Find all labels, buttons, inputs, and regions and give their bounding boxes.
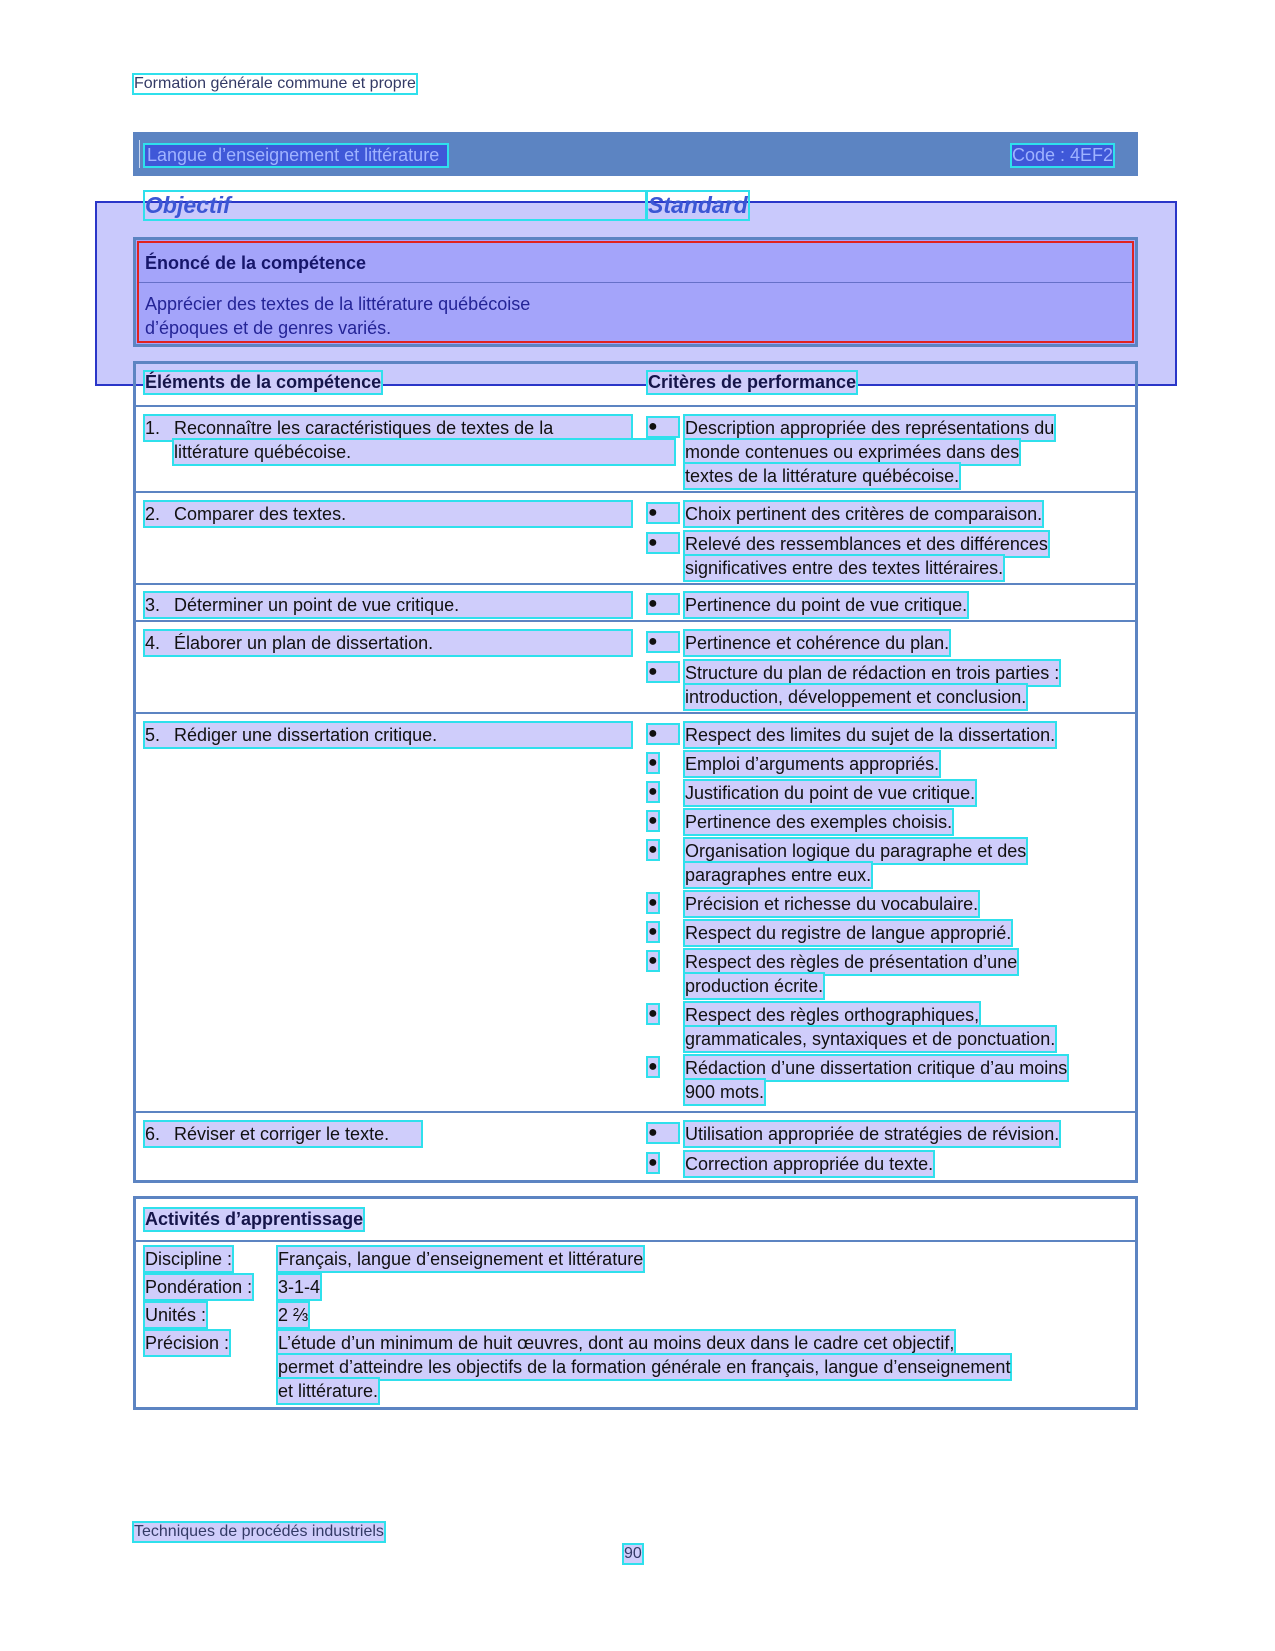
- criterion-text: Rédaction d’une dissertation critique d’au moins: [685, 1058, 1068, 1078]
- discipline-value: Français, langue d’enseignement et littérature: [278, 1249, 644, 1269]
- bullet-icon: ●: [648, 1124, 678, 1142]
- elements-heading: Éléments de la compétence: [145, 372, 382, 392]
- criterion-text: Pertinence et cohérence du plan.: [685, 633, 950, 653]
- criterion-text: Organisation logique du paragraphe et des: [685, 841, 1027, 861]
- precision-text: et littérature.: [278, 1381, 379, 1401]
- element-text: littérature québécoise.: [174, 440, 674, 464]
- element-number: 2.: [145, 502, 631, 526]
- activities-heading: Activités d’apprentissage: [145, 1209, 364, 1229]
- row-divider: [136, 620, 1135, 622]
- bullet-icon: ●: [648, 894, 658, 911]
- element-number: 4.: [145, 631, 631, 655]
- ponderation-value: 3-1-4: [278, 1277, 321, 1297]
- criterion-text: monde contenues ou exprimées dans des: [685, 442, 1020, 462]
- enonce-divider: [139, 282, 1132, 283]
- standard-label: Standard: [648, 192, 748, 218]
- element-text: Reconnaître les caractéristiques de textes de la: [174, 418, 554, 438]
- ponderation-label: Pondération :: [145, 1277, 253, 1297]
- element-text: Déterminer un point de vue critique.: [174, 595, 460, 615]
- element-number: 5.: [145, 723, 631, 747]
- precision-label: Précision :: [145, 1333, 230, 1353]
- criterion-text: significatives entre des textes littéraires.: [685, 558, 1004, 578]
- element-text: Élaborer un plan de dissertation.: [174, 633, 434, 653]
- element-number: 3.: [145, 593, 631, 617]
- criterion-text: Pertinence du point de vue critique.: [685, 595, 968, 615]
- criterion-text: Choix pertinent des critères de comparaison.: [685, 504, 1043, 524]
- page-number: 90: [624, 1545, 642, 1562]
- element-text: Rédiger une dissertation critique.: [174, 725, 438, 745]
- criterion-text: Structure du plan de rédaction en trois parties :: [685, 663, 1060, 683]
- row-divider: [136, 491, 1135, 493]
- running-header: Formation générale commune et propre: [134, 75, 416, 92]
- bullet-icon: ●: [648, 663, 678, 681]
- element-number: 6.: [145, 1122, 421, 1146]
- criterion-text: production écrite.: [685, 976, 824, 996]
- criterion-text: textes de la littérature québécoise.: [685, 466, 960, 486]
- bullet-icon: ●: [648, 754, 658, 771]
- objective-label: Objectif: [145, 192, 645, 219]
- unites-label: Unités :: [145, 1305, 207, 1325]
- criterion-text: grammaticales, syntaxiques et de ponctuation.: [685, 1029, 1056, 1049]
- criterion-text: introduction, développement et conclusion.: [685, 687, 1027, 707]
- criterion-text: Respect des limites du sujet de la dissertation.: [685, 725, 1056, 745]
- bullet-icon: ●: [648, 1058, 658, 1075]
- bullet-icon: ●: [648, 725, 678, 743]
- course-title: Langue d’enseignement et littérature: [145, 145, 447, 166]
- criterion-text: Respect du registre de langue approprié.: [685, 923, 1012, 943]
- element-number: 1.: [145, 416, 631, 440]
- enonce-heading: Énoncé de la compétence: [145, 253, 367, 273]
- enonce-line: d’époques et de genres variés.: [145, 318, 392, 338]
- criterion-text: Pertinence des exemples choisis.: [685, 812, 953, 832]
- footer-program: Techniques de procédés industriels: [134, 1523, 384, 1540]
- bullet-icon: ●: [648, 504, 678, 522]
- enonce-line: Apprécier des textes de la littérature québécoise: [145, 294, 531, 314]
- criterion-text: Description appropriée des représentations du: [685, 418, 1055, 438]
- unites-value: 2 ⅔: [278, 1305, 309, 1325]
- bullet-icon: ●: [648, 783, 658, 800]
- bullet-icon: ●: [648, 1005, 658, 1022]
- criterion-text: Respect des règles orthographiques,: [685, 1005, 980, 1025]
- bullet-icon: ●: [648, 1154, 658, 1171]
- row-divider: [136, 583, 1135, 585]
- bullet-icon: ●: [648, 923, 658, 940]
- criterion-text: paragraphes entre eux.: [685, 865, 872, 885]
- criteria-heading: Critères de performance: [648, 372, 857, 392]
- criterion-text: Relevé des ressemblances et des différences: [685, 534, 1048, 554]
- activities-divider: [136, 1240, 1135, 1242]
- criterion-text: Correction appropriée du texte.: [685, 1154, 934, 1174]
- discipline-label: Discipline :: [145, 1249, 233, 1269]
- bullet-icon: ●: [648, 534, 678, 552]
- criterion-text: Justification du point de vue critique.: [685, 783, 976, 803]
- criterion-text: Utilisation appropriée de stratégies de révision.: [685, 1124, 1060, 1144]
- row-divider: [136, 712, 1135, 714]
- element-text: Comparer des textes.: [174, 504, 347, 524]
- bullet-icon: ●: [648, 812, 658, 829]
- criterion-text: Précision et richesse du vocabulaire.: [685, 894, 979, 914]
- criterion-text: Respect des règles de présentation d’une: [685, 952, 1018, 972]
- element-text: Réviser et corriger le texte.: [174, 1124, 390, 1144]
- precision-text: permet d’atteindre les objectifs de la formation générale en français, langue d’enseignement: [278, 1357, 1011, 1377]
- bullet-icon: ●: [648, 418, 678, 436]
- bullet-icon: ●: [648, 633, 678, 651]
- row-divider: [136, 1111, 1135, 1113]
- bullet-icon: ●: [648, 952, 658, 969]
- bullet-icon: ●: [648, 595, 678, 613]
- course-code: Code : 4EF2: [1012, 145, 1114, 165]
- criterion-text: Emploi d’arguments appropriés.: [685, 754, 940, 774]
- row-divider: [136, 405, 1135, 407]
- precision-text: L’étude d’un minimum de huit œuvres, dont au moins deux dans le cadre cet objectif,: [278, 1333, 955, 1353]
- bullet-icon: ●: [648, 841, 658, 858]
- criterion-text: 900 mots.: [685, 1082, 765, 1102]
